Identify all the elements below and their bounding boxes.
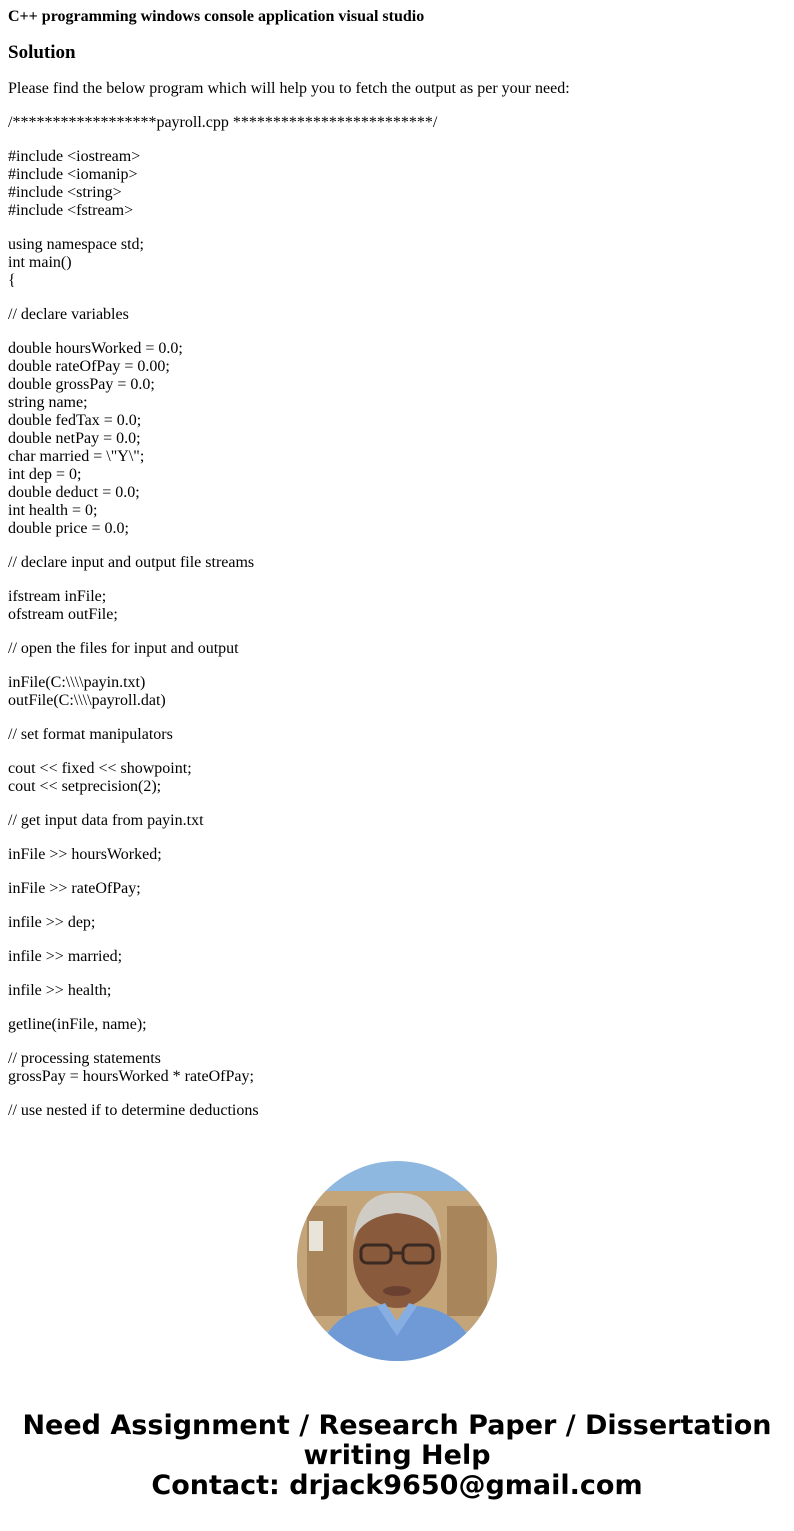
code-line: getline(inFile, name); xyxy=(8,1016,147,1033)
code-listing xyxy=(8,114,786,1120)
code-block xyxy=(8,1102,786,1120)
code-block xyxy=(8,640,786,658)
code-line: double deduct = 0.0; xyxy=(8,484,140,501)
promo-contact: Contact: drjack9650@gmail.com xyxy=(151,1470,643,1501)
code-line: #include <iomanip> xyxy=(8,166,138,183)
code-line: cout << setprecision(2); xyxy=(8,778,162,795)
code-block xyxy=(8,236,786,290)
code-block xyxy=(8,588,786,624)
code-block xyxy=(8,554,786,572)
code-block xyxy=(8,760,786,796)
code-line: // declare variables xyxy=(8,306,129,323)
code-line: // use nested if to determine deductions xyxy=(8,1102,259,1119)
code-line: infile >> dep; xyxy=(8,914,96,931)
code-block xyxy=(8,948,786,966)
code-block xyxy=(8,674,786,710)
promo-line-1: Need Assignment / Research Paper / Dissertation xyxy=(22,1410,772,1441)
code-block xyxy=(8,340,786,538)
code-line: double netPay = 0.0; xyxy=(8,430,141,447)
code-line: inFile >> rateOfPay; xyxy=(8,880,141,897)
code-line: #include <fstream> xyxy=(8,202,134,219)
question-title: C++ programming windows console application visual studio xyxy=(8,8,425,25)
code-block xyxy=(8,1016,786,1034)
code-line: // processing statements xyxy=(8,1050,161,1067)
code-block xyxy=(8,914,786,932)
code-block xyxy=(8,846,786,864)
code-line: ofstream outFile; xyxy=(8,606,118,623)
code-line: // declare input and output file streams xyxy=(8,554,255,571)
code-line: infile >> married; xyxy=(8,948,123,965)
code-line: double grossPay = 0.0; xyxy=(8,376,155,393)
code-line: #include <iostream> xyxy=(8,148,141,165)
document xyxy=(0,8,794,1120)
code-line: // open the files for input and output xyxy=(8,640,239,657)
code-line: int dep = 0; xyxy=(8,466,82,483)
code-line: // get input data from payin.txt xyxy=(8,812,204,829)
code-line: cout << fixed << showpoint; xyxy=(8,760,192,777)
code-line: string name; xyxy=(8,394,88,411)
code-line: using namespace std; xyxy=(8,236,144,253)
author-avatar xyxy=(297,1161,497,1361)
code-line: double price = 0.0; xyxy=(8,520,129,537)
code-line: double hoursWorked = 0.0; xyxy=(8,340,183,357)
code-block xyxy=(8,726,786,744)
solution-heading: Solution xyxy=(8,42,76,63)
code-block xyxy=(8,982,786,1000)
code-line: infile >> health; xyxy=(8,982,112,999)
code-line: char married = \"Y\"; xyxy=(8,448,145,465)
intro-text: Please find the below program which will help you to fetch the output as per your need: xyxy=(8,80,570,97)
code-block xyxy=(8,1050,786,1086)
code-line: double fedTax = 0.0; xyxy=(8,412,142,429)
code-line: ifstream inFile; xyxy=(8,588,107,605)
code-line: int main() xyxy=(8,254,72,271)
promo-banner xyxy=(0,1411,794,1501)
code-line: inFile >> hoursWorked; xyxy=(8,846,162,863)
code-line: outFile(C:\\\\payroll.dat) xyxy=(8,692,166,709)
code-block xyxy=(8,812,786,830)
code-line: int health = 0; xyxy=(8,502,98,519)
code-block xyxy=(8,306,786,324)
code-line: { xyxy=(8,272,16,289)
avatar-portrait-icon xyxy=(297,1161,497,1361)
code-block xyxy=(8,880,786,898)
promo-line-2: writing Help xyxy=(303,1440,491,1471)
code-line: // set format manipulators xyxy=(8,726,173,743)
code-line: double rateOfPay = 0.00; xyxy=(8,358,170,375)
code-line: /******************payroll.cpp *************************/ xyxy=(8,114,438,131)
code-line: #include <string> xyxy=(8,184,122,201)
code-block xyxy=(8,114,786,132)
code-line: grossPay = hoursWorked * rateOfPay; xyxy=(8,1068,254,1085)
code-line: inFile(C:\\\\payin.txt) xyxy=(8,674,146,691)
code-block xyxy=(8,148,786,220)
